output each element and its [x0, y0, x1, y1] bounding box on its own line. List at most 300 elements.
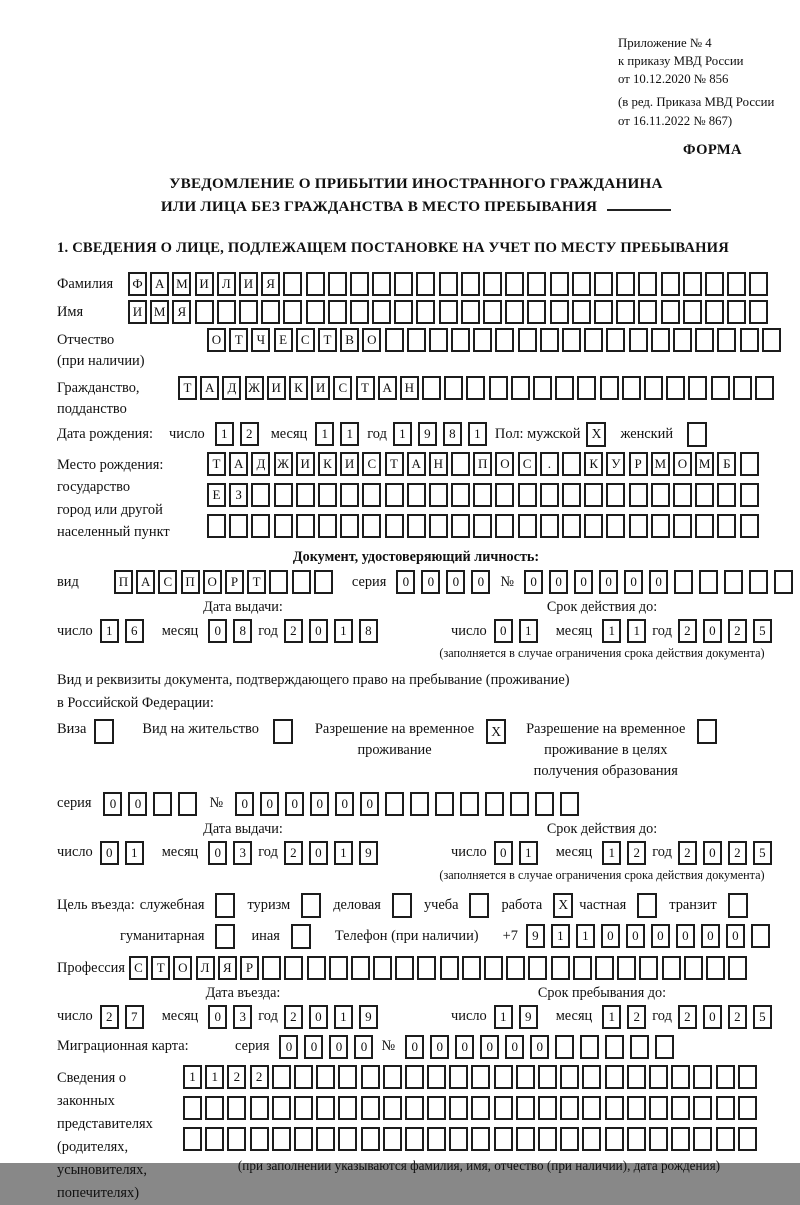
char-box[interactable]	[706, 956, 725, 980]
char-box[interactable]	[383, 1065, 402, 1089]
char-box[interactable]: И	[296, 452, 315, 476]
char-box[interactable]	[751, 924, 770, 948]
char-box[interactable]	[560, 1096, 579, 1120]
char-box[interactable]: А	[200, 376, 219, 400]
char-box[interactable]	[373, 956, 392, 980]
char-box[interactable]: О	[173, 956, 192, 980]
char-box[interactable]: 6	[125, 619, 144, 643]
char-box[interactable]: 1	[602, 619, 621, 643]
char-box[interactable]: 0	[208, 619, 227, 643]
char-box[interactable]	[538, 1127, 557, 1151]
char-box[interactable]	[550, 272, 569, 296]
char-box[interactable]	[451, 328, 470, 352]
char-box[interactable]	[416, 272, 435, 296]
char-box[interactable]: 2	[678, 1005, 697, 1029]
char-box[interactable]: 0	[676, 924, 695, 948]
char-box[interactable]: Т	[318, 328, 337, 352]
char-box[interactable]	[461, 300, 480, 324]
char-box[interactable]	[629, 483, 648, 507]
char-box[interactable]	[262, 956, 281, 980]
char-box[interactable]	[485, 792, 504, 816]
char-box[interactable]	[494, 1096, 513, 1120]
char-box[interactable]: 7	[125, 1005, 144, 1029]
char-box[interactable]	[427, 1127, 446, 1151]
char-box[interactable]: 8	[233, 619, 252, 643]
char-box[interactable]	[728, 956, 747, 980]
char-box[interactable]	[673, 328, 692, 352]
char-box[interactable]: 1	[183, 1065, 202, 1089]
char-box[interactable]	[483, 300, 502, 324]
char-box[interactable]: 2	[728, 1005, 747, 1029]
char-box[interactable]: 0	[471, 570, 490, 594]
char-box[interactable]	[274, 483, 293, 507]
char-box[interactable]: П	[114, 570, 133, 594]
char-box[interactable]	[505, 300, 524, 324]
char-box[interactable]	[239, 300, 258, 324]
char-box[interactable]	[594, 300, 613, 324]
char-box[interactable]	[606, 328, 625, 352]
char-box[interactable]	[471, 1065, 490, 1089]
char-box[interactable]	[606, 483, 625, 507]
char-box[interactable]	[693, 1065, 712, 1089]
char-box[interactable]	[527, 272, 546, 296]
char-box[interactable]: В	[340, 328, 359, 352]
char-box[interactable]	[551, 956, 570, 980]
char-box[interactable]	[605, 1035, 624, 1059]
checkbox-visa[interactable]	[94, 719, 114, 744]
char-box[interactable]	[540, 328, 559, 352]
char-box[interactable]: П	[473, 452, 492, 476]
char-box[interactable]	[562, 328, 581, 352]
char-box[interactable]: Я	[172, 300, 191, 324]
char-box[interactable]: О	[673, 452, 692, 476]
char-box[interactable]: 0	[309, 1005, 328, 1029]
char-box[interactable]	[362, 483, 381, 507]
char-box[interactable]	[671, 1127, 690, 1151]
char-box[interactable]	[616, 300, 635, 324]
char-box[interactable]	[695, 328, 714, 352]
char-box[interactable]	[489, 376, 508, 400]
char-box[interactable]: 2	[728, 841, 747, 865]
char-box[interactable]	[540, 483, 559, 507]
char-box[interactable]	[605, 1096, 624, 1120]
char-box[interactable]	[261, 300, 280, 324]
char-box[interactable]	[417, 956, 436, 980]
checkbox-temp-residence-education[interactable]	[697, 719, 717, 744]
char-box[interactable]	[250, 1127, 269, 1151]
char-box[interactable]	[555, 376, 574, 400]
char-box[interactable]: 9	[359, 841, 378, 865]
char-box[interactable]	[217, 300, 236, 324]
char-box[interactable]: 0	[128, 792, 147, 816]
char-box[interactable]	[251, 483, 270, 507]
char-box[interactable]	[540, 514, 559, 538]
char-box[interactable]: 0	[455, 1035, 474, 1059]
char-box[interactable]	[178, 792, 197, 816]
char-box[interactable]: 1	[602, 1005, 621, 1029]
char-box[interactable]	[560, 792, 579, 816]
char-box[interactable]	[606, 514, 625, 538]
checkbox-business[interactable]	[392, 893, 412, 918]
char-box[interactable]	[595, 956, 614, 980]
char-box[interactable]	[449, 1096, 468, 1120]
checkbox-male[interactable]: X	[586, 422, 606, 447]
char-box[interactable]	[555, 1035, 574, 1059]
char-box[interactable]: 1	[334, 619, 353, 643]
char-box[interactable]: 1	[627, 619, 646, 643]
char-box[interactable]	[762, 328, 781, 352]
char-box[interactable]	[711, 376, 730, 400]
char-box[interactable]	[383, 1127, 402, 1151]
char-box[interactable]	[383, 1096, 402, 1120]
char-box[interactable]	[693, 1096, 712, 1120]
char-box[interactable]: С	[518, 452, 537, 476]
char-box[interactable]	[361, 1065, 380, 1089]
char-box[interactable]: 0	[309, 619, 328, 643]
char-box[interactable]: С	[362, 452, 381, 476]
char-box[interactable]	[716, 1127, 735, 1151]
char-box[interactable]	[328, 272, 347, 296]
char-box[interactable]: А	[407, 452, 426, 476]
char-box[interactable]	[666, 376, 685, 400]
checkbox-study[interactable]	[469, 893, 489, 918]
char-box[interactable]	[385, 328, 404, 352]
char-box[interactable]: С	[296, 328, 315, 352]
char-box[interactable]: 0	[494, 619, 513, 643]
char-box[interactable]: 0	[649, 570, 668, 594]
char-box[interactable]	[662, 956, 681, 980]
char-box[interactable]: 0	[446, 570, 465, 594]
char-box[interactable]: А	[150, 272, 169, 296]
char-box[interactable]	[205, 1127, 224, 1151]
char-box[interactable]: 1	[334, 1005, 353, 1029]
char-box[interactable]	[582, 1127, 601, 1151]
char-box[interactable]	[716, 1065, 735, 1089]
char-box[interactable]: 1	[519, 619, 538, 643]
char-box[interactable]	[550, 300, 569, 324]
char-box[interactable]: З	[229, 483, 248, 507]
char-box[interactable]	[577, 376, 596, 400]
char-box[interactable]	[580, 1035, 599, 1059]
char-box[interactable]	[562, 483, 581, 507]
char-box[interactable]: К	[318, 452, 337, 476]
char-box[interactable]: 0	[574, 570, 593, 594]
char-box[interactable]: 0	[651, 924, 670, 948]
char-box[interactable]: 1	[576, 924, 595, 948]
char-box[interactable]	[651, 483, 670, 507]
char-box[interactable]	[740, 328, 759, 352]
char-box[interactable]	[699, 570, 718, 594]
char-box[interactable]: И	[311, 376, 330, 400]
char-box[interactable]	[338, 1127, 357, 1151]
char-box[interactable]: 0	[354, 1035, 373, 1059]
char-box[interactable]	[582, 1096, 601, 1120]
char-box[interactable]	[505, 272, 524, 296]
char-box[interactable]: 9	[519, 1005, 538, 1029]
char-box[interactable]	[661, 272, 680, 296]
char-box[interactable]	[429, 514, 448, 538]
char-box[interactable]	[283, 272, 302, 296]
char-box[interactable]	[495, 514, 514, 538]
char-box[interactable]: 1	[315, 422, 334, 446]
char-box[interactable]	[284, 956, 303, 980]
char-box[interactable]	[362, 514, 381, 538]
char-box[interactable]	[528, 956, 547, 980]
char-box[interactable]: 3	[233, 841, 252, 865]
char-box[interactable]	[727, 300, 746, 324]
char-box[interactable]	[205, 1096, 224, 1120]
char-box[interactable]	[318, 514, 337, 538]
char-box[interactable]	[630, 1035, 649, 1059]
char-box[interactable]	[466, 376, 485, 400]
char-box[interactable]	[538, 1096, 557, 1120]
char-box[interactable]	[627, 1096, 646, 1120]
char-box[interactable]	[582, 1065, 601, 1089]
char-box[interactable]	[684, 956, 703, 980]
checkbox-temp-residence[interactable]: X	[486, 719, 506, 744]
char-box[interactable]	[435, 792, 454, 816]
char-box[interactable]	[462, 956, 481, 980]
char-box[interactable]: А	[229, 452, 248, 476]
char-box[interactable]	[572, 272, 591, 296]
checkbox-residence-permit[interactable]	[273, 719, 293, 744]
char-box[interactable]	[638, 300, 657, 324]
char-box[interactable]	[516, 1096, 535, 1120]
char-box[interactable]	[755, 376, 774, 400]
char-box[interactable]: 0	[480, 1035, 499, 1059]
char-box[interactable]: 0	[235, 792, 254, 816]
char-box[interactable]	[516, 1065, 535, 1089]
char-box[interactable]	[617, 956, 636, 980]
char-box[interactable]: 1	[602, 841, 621, 865]
char-box[interactable]	[405, 1096, 424, 1120]
char-box[interactable]	[671, 1065, 690, 1089]
char-box[interactable]: 2	[250, 1065, 269, 1089]
char-box[interactable]: М	[695, 452, 714, 476]
char-box[interactable]: Т	[356, 376, 375, 400]
char-box[interactable]	[717, 514, 736, 538]
char-box[interactable]	[328, 300, 347, 324]
char-box[interactable]	[272, 1065, 291, 1089]
char-box[interactable]	[510, 792, 529, 816]
char-box[interactable]	[461, 272, 480, 296]
char-box[interactable]	[318, 483, 337, 507]
char-box[interactable]	[695, 483, 714, 507]
char-box[interactable]	[655, 1035, 674, 1059]
char-box[interactable]: 0	[208, 1005, 227, 1029]
checkbox-private[interactable]	[637, 893, 657, 918]
char-box[interactable]: Р	[240, 956, 259, 980]
char-box[interactable]	[316, 1127, 335, 1151]
char-box[interactable]	[749, 570, 768, 594]
char-box[interactable]	[495, 328, 514, 352]
char-box[interactable]	[616, 272, 635, 296]
char-box[interactable]: 0	[329, 1035, 348, 1059]
char-box[interactable]	[444, 376, 463, 400]
char-box[interactable]	[405, 1065, 424, 1089]
char-box[interactable]	[274, 514, 293, 538]
char-box[interactable]	[385, 792, 404, 816]
char-box[interactable]	[673, 514, 692, 538]
char-box[interactable]: А	[136, 570, 155, 594]
char-box[interactable]: 2	[284, 841, 303, 865]
char-box[interactable]	[740, 452, 759, 476]
char-box[interactable]: 0	[309, 841, 328, 865]
char-box[interactable]	[394, 272, 413, 296]
char-box[interactable]	[738, 1096, 757, 1120]
char-box[interactable]	[350, 300, 369, 324]
char-box[interactable]: Б	[717, 452, 736, 476]
char-box[interactable]	[306, 300, 325, 324]
char-box[interactable]	[605, 1127, 624, 1151]
char-box[interactable]: 0	[396, 570, 415, 594]
char-box[interactable]	[251, 514, 270, 538]
char-box[interactable]: Я	[261, 272, 280, 296]
char-box[interactable]	[538, 1065, 557, 1089]
char-box[interactable]	[473, 483, 492, 507]
char-box[interactable]	[533, 376, 552, 400]
char-box[interactable]	[350, 272, 369, 296]
char-box[interactable]	[307, 956, 326, 980]
char-box[interactable]: 0	[599, 570, 618, 594]
char-box[interactable]: 0	[703, 619, 722, 643]
char-box[interactable]	[495, 483, 514, 507]
char-box[interactable]	[651, 328, 670, 352]
char-box[interactable]	[506, 956, 525, 980]
char-box[interactable]: 0	[279, 1035, 298, 1059]
char-box[interactable]	[629, 328, 648, 352]
char-box[interactable]	[394, 300, 413, 324]
char-box[interactable]	[484, 956, 503, 980]
char-box[interactable]	[427, 1096, 446, 1120]
char-box[interactable]: 0	[285, 792, 304, 816]
char-box[interactable]	[562, 514, 581, 538]
checkbox-tourism[interactable]	[301, 893, 321, 918]
char-box[interactable]: 5	[753, 841, 772, 865]
checkbox-official[interactable]	[215, 893, 235, 918]
char-box[interactable]: 0	[701, 924, 720, 948]
char-box[interactable]: 0	[430, 1035, 449, 1059]
char-box[interactable]	[227, 1127, 246, 1151]
char-box[interactable]	[644, 376, 663, 400]
char-box[interactable]	[385, 514, 404, 538]
char-box[interactable]: 9	[526, 924, 545, 948]
char-box[interactable]	[269, 570, 288, 594]
char-box[interactable]	[329, 956, 348, 980]
char-box[interactable]	[535, 792, 554, 816]
char-box[interactable]: И	[128, 300, 147, 324]
checkbox-female[interactable]	[687, 422, 707, 447]
char-box[interactable]	[494, 1065, 513, 1089]
char-box[interactable]	[651, 514, 670, 538]
char-box[interactable]	[229, 514, 248, 538]
char-box[interactable]	[361, 1096, 380, 1120]
char-box[interactable]: .	[540, 452, 559, 476]
char-box[interactable]	[605, 1065, 624, 1089]
char-box[interactable]	[661, 300, 680, 324]
char-box[interactable]: 1	[215, 422, 234, 446]
char-box[interactable]: И	[239, 272, 258, 296]
char-box[interactable]: О	[495, 452, 514, 476]
char-box[interactable]	[622, 376, 641, 400]
char-box[interactable]	[460, 792, 479, 816]
char-box[interactable]	[283, 300, 302, 324]
char-box[interactable]: 1	[494, 1005, 513, 1029]
char-box[interactable]: 0	[421, 570, 440, 594]
char-box[interactable]: Т	[178, 376, 197, 400]
char-box[interactable]	[638, 272, 657, 296]
char-box[interactable]: 9	[418, 422, 437, 446]
char-box[interactable]: Т	[151, 956, 170, 980]
char-box[interactable]: И	[195, 272, 214, 296]
char-box[interactable]: 3	[233, 1005, 252, 1029]
char-box[interactable]: Л	[217, 272, 236, 296]
char-box[interactable]	[340, 514, 359, 538]
char-box[interactable]	[518, 328, 537, 352]
char-box[interactable]: Ж	[245, 376, 264, 400]
char-box[interactable]	[439, 300, 458, 324]
char-box[interactable]: Я	[218, 956, 237, 980]
char-box[interactable]	[688, 376, 707, 400]
char-box[interactable]: 0	[304, 1035, 323, 1059]
char-box[interactable]	[195, 300, 214, 324]
char-box[interactable]: Р	[629, 452, 648, 476]
char-box[interactable]: Р	[225, 570, 244, 594]
char-box[interactable]: Л	[196, 956, 215, 980]
char-box[interactable]: 0	[549, 570, 568, 594]
char-box[interactable]	[272, 1127, 291, 1151]
char-box[interactable]: П	[181, 570, 200, 594]
char-box[interactable]	[296, 514, 315, 538]
char-box[interactable]	[471, 1096, 490, 1120]
checkbox-humanitarian[interactable]	[215, 924, 235, 949]
char-box[interactable]	[695, 514, 714, 538]
char-box[interactable]	[724, 570, 743, 594]
char-box[interactable]	[629, 514, 648, 538]
char-box[interactable]	[716, 1096, 735, 1120]
char-box[interactable]: 1	[468, 422, 487, 446]
char-box[interactable]: Д	[222, 376, 241, 400]
char-box[interactable]: 9	[359, 1005, 378, 1029]
char-box[interactable]	[338, 1065, 357, 1089]
char-box[interactable]	[451, 452, 470, 476]
char-box[interactable]: 0	[260, 792, 279, 816]
char-box[interactable]: 0	[335, 792, 354, 816]
char-box[interactable]	[562, 452, 581, 476]
checkbox-work[interactable]: X	[553, 893, 573, 918]
char-box[interactable]	[473, 514, 492, 538]
char-box[interactable]	[338, 1096, 357, 1120]
char-box[interactable]	[427, 1065, 446, 1089]
char-box[interactable]: 5	[753, 1005, 772, 1029]
char-box[interactable]: М	[172, 272, 191, 296]
char-box[interactable]	[372, 300, 391, 324]
char-box[interactable]: Т	[207, 452, 226, 476]
char-box[interactable]	[727, 272, 746, 296]
char-box[interactable]	[518, 483, 537, 507]
char-box[interactable]: О	[207, 328, 226, 352]
char-box[interactable]	[705, 272, 724, 296]
char-box[interactable]	[674, 570, 693, 594]
char-box[interactable]: Ч	[251, 328, 270, 352]
char-box[interactable]	[306, 272, 325, 296]
char-box[interactable]	[494, 1127, 513, 1151]
char-box[interactable]	[627, 1065, 646, 1089]
char-box[interactable]	[410, 792, 429, 816]
char-box[interactable]	[749, 272, 768, 296]
char-box[interactable]	[405, 1127, 424, 1151]
char-box[interactable]: Н	[400, 376, 419, 400]
